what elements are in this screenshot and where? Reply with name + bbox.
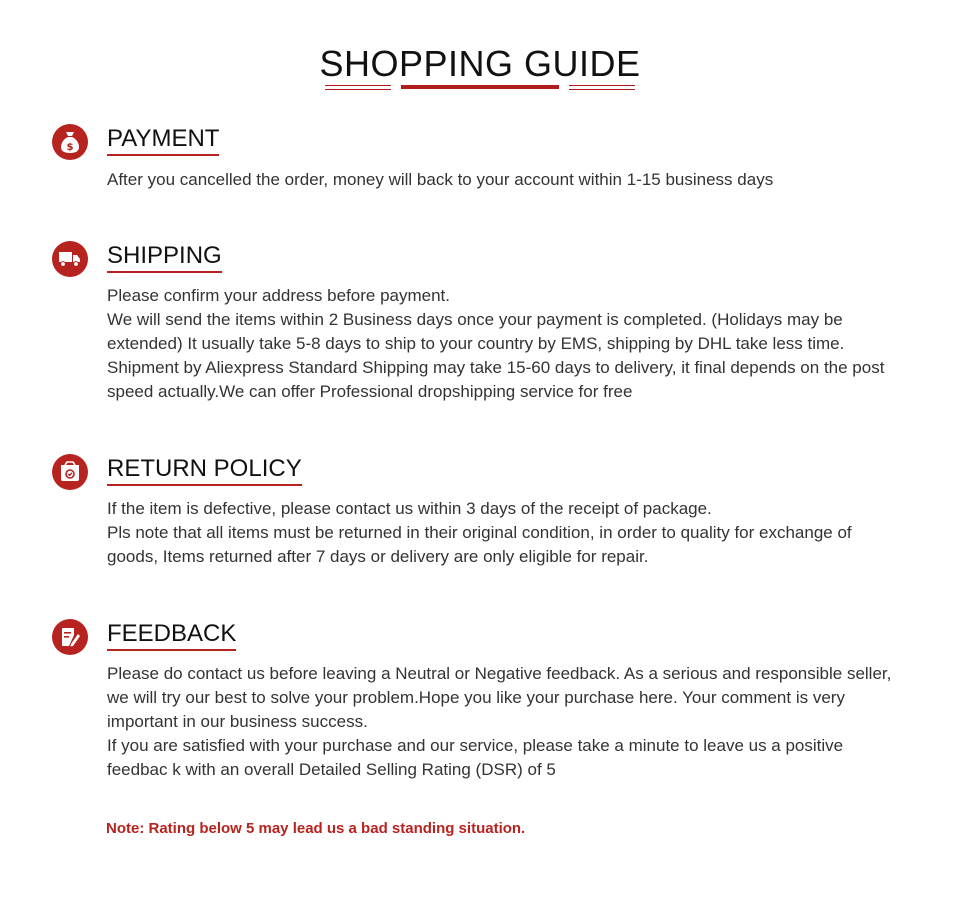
money-bag-icon [52,124,88,160]
section-body-return-policy [107,497,907,569]
title-underline-center [401,85,559,89]
shipping-paragraph-1: Please confirm your address before payment. [107,286,451,305]
feedback-paragraph-1: Please do contact us before leaving a Neutral or Negative feedback. As a serious and responsible seller, we will try our best to solve your problem.Hope you like your purchase here. Your comment is very important in our business success. [107,664,892,731]
return-paragraph-1: If the item is defective, please contact us within 3 days of the receipt of package. [107,499,712,518]
section-body-feedback [107,662,907,782]
title-underline-left [325,85,391,90]
title-underline-right [569,85,635,90]
payment-paragraph: After you cancelled the order, money will back to your account within 1-15 business days [107,170,774,189]
section-body-payment [107,168,907,192]
rating-note: Note: Rating below 5 may lead us a bad standing situation. [106,820,526,837]
truck-icon [52,241,88,277]
feedback-paragraph-2: If you are satisfied with your purchase and our service, please take a minute to leave us a positive feedbac k with an overall Detailed Selling Rating (DSR) of 5 [107,736,844,779]
section-title-shipping: SHIPPING [107,242,222,273]
svg-text:$: $ [66,142,74,153]
shipping-paragraph-2: We will send the items within 2 Business days once your payment is completed. (Holidays may be extended) It usually take 5-8 days to ship to your country by EMS, shipping by DHL take less time. Shipment by Aliexpress Standard Shipping may take 15-60 days to delivery, it final depends on the post speed actually.We can offer Professional dropshipping service for free [107,310,885,401]
section-title-payment: PAYMENT [107,125,219,156]
section-title-return-policy: RETURN POLICY [107,455,302,486]
title-underline [325,85,635,91]
page-title: SHOPPING GUIDE [319,43,641,84]
return-box-icon [52,454,88,490]
return-paragraph-2: Pls note that all items must be returned in their original condition, in order to quality for exchange of goods, Items returned after 7 days or delivery are only eligible for repair. [107,523,852,566]
page-header [0,42,960,86]
edit-note-icon [52,619,88,655]
section-body-shipping [107,284,907,404]
section-title-feedback: FEEDBACK [107,620,236,651]
